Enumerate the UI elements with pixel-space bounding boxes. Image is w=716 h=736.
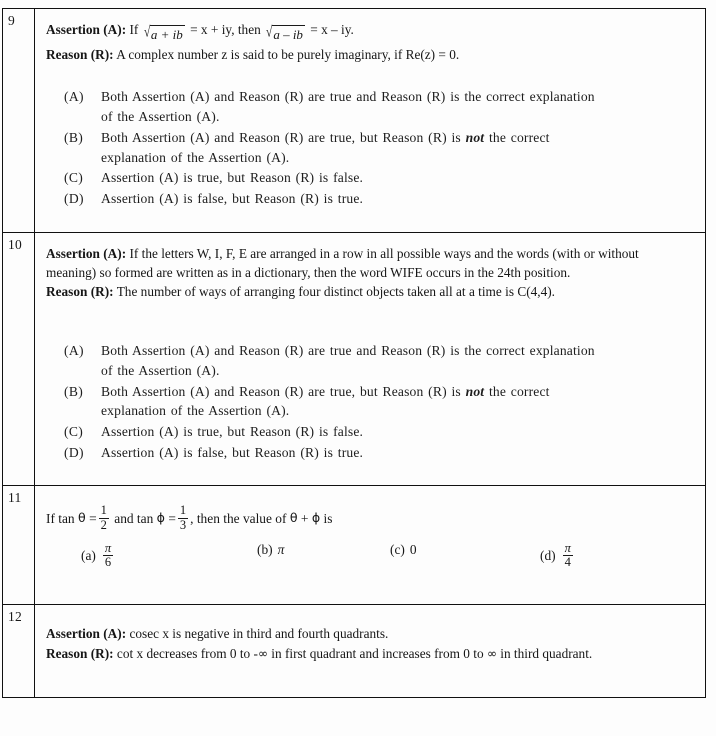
assertion-label: Assertion (A):: [46, 245, 127, 261]
option-b-emphasis: not: [465, 129, 485, 145]
question-body-cell: [35, 232, 706, 486]
fraction-one-third: $\frac{1}{3}$: [179, 503, 187, 532]
option-b-text: Both Assertion (A) and Reason (R) are true, but Reason (R) is not the correct explanation of the Assertion (A).: [101, 383, 550, 419]
infinity-symbol-1: ∞: [257, 646, 268, 661]
option-c-key: (C): [64, 170, 84, 186]
radical-sign-icon: √: [265, 24, 273, 41]
question-number-cell: [3, 486, 35, 605]
question-statement: [35, 486, 705, 532]
question-number: 10: [8, 236, 22, 252]
question-body-cell: [35, 486, 706, 605]
q11-part1: If tan: [46, 510, 75, 526]
option-d-fraction: $\frac{\pi}{4}$: [564, 540, 571, 570]
option-c-key: (C): [64, 424, 84, 440]
option-b-key: (B): [64, 129, 84, 145]
infinity-symbol-2: ∞: [486, 646, 497, 661]
answer-options-list: [35, 341, 705, 462]
assertion-line: [46, 245, 691, 283]
sqrt-expression-2: [265, 25, 305, 45]
option-b[interactable]: [35, 382, 705, 421]
option-d[interactable]: [35, 443, 705, 463]
option-b-text: Both Assertion (A) and Reason (R) are true, but Reason (R) is not the correct explanation of the Assertion (A).: [101, 129, 550, 165]
question-number: 9: [8, 13, 15, 28]
assertion-mid: = x + iy, then: [190, 22, 261, 37]
statement-block: [35, 9, 705, 64]
table-row: [3, 486, 706, 605]
option-d-key: (d): [540, 547, 556, 563]
option-d[interactable]: [540, 542, 575, 570]
phi-symbol-2: ϕ: [311, 510, 321, 526]
option-c[interactable]: [35, 422, 705, 442]
assertion-prefix: If: [129, 22, 139, 37]
reason-label: Reason (R):: [46, 46, 114, 62]
option-b-value: π: [277, 541, 285, 557]
option-c-text: Assertion (A) is true, but Reason (R) is false.: [101, 424, 364, 440]
option-b-key: (b): [257, 541, 273, 557]
option-a-key: (A): [64, 343, 84, 359]
q11-part4: is: [323, 510, 333, 526]
question-number-cell: [3, 232, 35, 486]
option-a[interactable]: [35, 341, 705, 380]
table-row: [3, 604, 706, 697]
assertion-label: Assertion (A):: [46, 625, 127, 641]
assertion-suffix: = x – iy.: [310, 22, 354, 37]
statement-block: [35, 605, 705, 664]
reason-part2: in first quadrant and increases from 0 to: [267, 645, 487, 661]
option-a-fraction: $\frac{\pi}{6}$: [104, 540, 112, 570]
option-d[interactable]: [35, 189, 705, 209]
option-d-text: Assertion (A) is false, but Reason (R) is true.: [101, 190, 364, 206]
question-number: 11: [8, 490, 22, 506]
option-a-key: (A): [64, 89, 84, 105]
reason-line: [46, 645, 691, 664]
answer-options-row: [35, 542, 705, 596]
answer-options-list: [35, 87, 705, 208]
question-number-cell: [3, 604, 35, 697]
reason-line: [46, 283, 691, 302]
q11-eq2: =: [168, 510, 176, 526]
fraction-one-half: $\frac{1}{2}$: [100, 503, 107, 532]
option-d-key: (D): [64, 190, 84, 206]
reason-label: Reason (R):: [46, 284, 114, 300]
reason-text: A complex number z is said to be purely imaginary, if Re(z) = 0.: [116, 46, 460, 62]
option-b[interactable]: [35, 128, 705, 167]
option-d-key: (D): [64, 444, 84, 460]
q11-part2: and tan: [114, 510, 154, 526]
option-b-emphasis: not: [465, 383, 485, 399]
question-table: [2, 8, 706, 698]
question-body-cell: [35, 9, 706, 233]
theta-symbol: θ: [78, 510, 86, 526]
option-a[interactable]: [35, 87, 705, 126]
statement-block: [35, 233, 705, 303]
option-a[interactable]: [81, 542, 115, 570]
option-a-text: Both Assertion (A) and Reason (R) are true and Reason (R) is the correct explanation of the Assertion (A).: [101, 89, 595, 125]
q11-eq1: =: [89, 510, 97, 526]
q11-plus: +: [300, 510, 309, 526]
question-number: 12: [8, 608, 22, 624]
table-row: [3, 9, 706, 233]
reason-text: The number of ways of arranging four distinct objects taken all at a time is C(4,4).: [116, 284, 555, 300]
option-c-value: 0: [409, 541, 417, 557]
q11-part3: , then the value of: [190, 510, 287, 526]
question-body-cell: [35, 604, 706, 697]
radicand-1: a + ib: [150, 25, 185, 45]
option-c[interactable]: [35, 168, 705, 188]
clipped-text-fragment: [44, 712, 484, 719]
radical-sign-icon: √: [143, 24, 150, 41]
option-b-key: (B): [64, 383, 84, 399]
table-row: [3, 232, 706, 486]
option-c-key: (c): [390, 541, 405, 557]
option-c[interactable]: [390, 542, 417, 558]
question-number-cell: [3, 9, 35, 233]
reason-part1: cot x decreases from 0 to -: [116, 645, 258, 661]
sqrt-expression-1: [143, 25, 185, 45]
assertion-text: cosec x is negative in third and fourth quadrants.: [129, 625, 389, 641]
option-d-text: Assertion (A) is false, but Reason (R) is true.: [101, 444, 364, 460]
assertion-label: Assertion (A):: [46, 22, 127, 37]
reason-part3: in third quadrant.: [496, 645, 593, 661]
assertion-line: [46, 625, 691, 644]
radicand-2: a – ib: [272, 25, 305, 45]
option-a-text: Both Assertion (A) and Reason (R) are true and Reason (R) is the correct explanation of the Assertion (A).: [101, 343, 595, 378]
reason-line: [46, 46, 691, 65]
reason-label: Reason (R):: [46, 645, 114, 661]
theta-symbol-2: θ: [289, 510, 298, 526]
option-c-text: Assertion (A) is true, but Reason (R) is false.: [101, 170, 364, 186]
option-b[interactable]: [257, 542, 284, 558]
option-a-key: (a): [81, 547, 96, 563]
assertion-text: If the letters W, I, F, E are arranged in a row in all possible ways and the words (with or without meaning) so formed are written as in a dictionary, then the word WIFE occurs in the 24th position.: [46, 245, 639, 280]
assertion-line: [46, 21, 691, 45]
phi-symbol: ϕ: [156, 510, 165, 526]
